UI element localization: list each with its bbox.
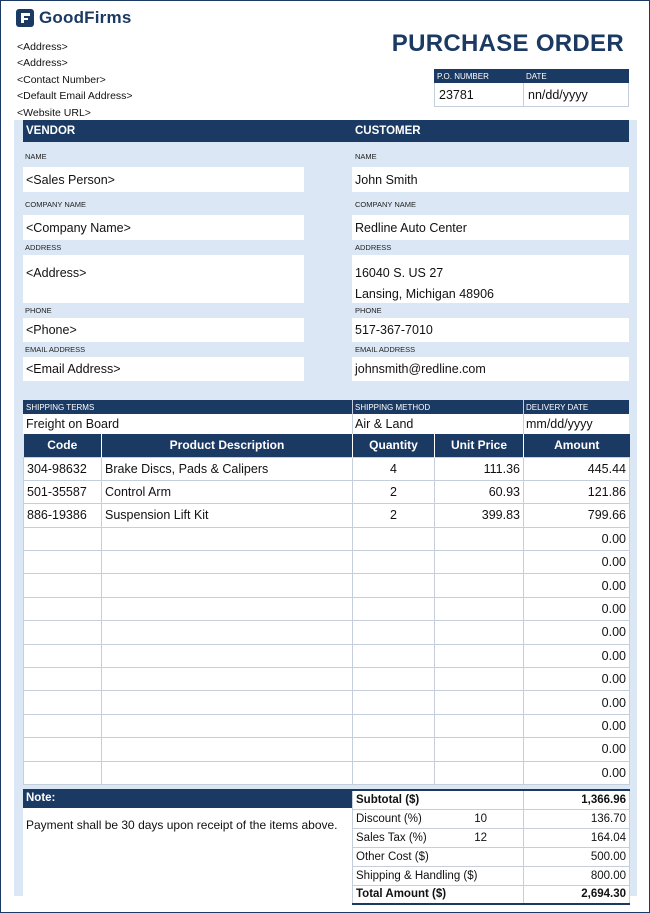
item-code-cell[interactable] [24, 621, 102, 644]
line-items-table [23, 434, 630, 785]
address-line: <Address> [17, 41, 68, 53]
item-code-cell[interactable] [24, 738, 102, 761]
item-amount-cell: 0.00 [524, 551, 630, 574]
item-code-cell[interactable] [24, 574, 102, 597]
delivery-date-label: DELIVERY DATE [526, 403, 589, 412]
table-row [24, 574, 630, 597]
po-number-label: P.O. NUMBER [437, 71, 489, 81]
item-code-cell[interactable] [24, 597, 102, 620]
item-code-cell[interactable] [24, 644, 102, 667]
po-info-box [434, 69, 629, 107]
other-cost-row [353, 847, 630, 866]
customer-phone-label: PHONE [355, 306, 382, 315]
item-quantity-cell[interactable] [353, 761, 435, 784]
item-amount-cell: 0.00 [524, 527, 630, 550]
item-amount-cell: 0.00 [524, 597, 630, 620]
item-amount-cell: 0.00 [524, 574, 630, 597]
total-amount-label: Total Amount ($) [353, 885, 524, 904]
item-unit-price-cell[interactable] [435, 761, 524, 784]
item-code-cell[interactable]: 501-35587 [24, 480, 102, 503]
item-quantity-cell[interactable] [353, 668, 435, 691]
subtotal-row [353, 790, 630, 809]
shipping-values-row [23, 414, 629, 434]
po-number-field[interactable]: 23781 [435, 83, 524, 106]
col-header-code: Code [24, 434, 102, 457]
item-code-cell[interactable] [24, 527, 102, 550]
item-amount-cell: 0.00 [524, 691, 630, 714]
shipping-handling-row [353, 866, 630, 885]
item-unit-price-cell[interactable] [435, 714, 524, 737]
vendor-name-field[interactable]: <Sales Person> [23, 167, 304, 192]
item-description-cell[interactable] [102, 738, 353, 761]
vendor-company-field[interactable]: <Company Name> [23, 215, 304, 240]
item-amount-cell: 799.66 [524, 504, 630, 527]
item-amount-cell: 0.00 [524, 761, 630, 784]
item-code-cell[interactable] [24, 668, 102, 691]
sales-tax-label: Sales Tax (%) [353, 828, 463, 847]
table-row [24, 668, 630, 691]
item-description-cell[interactable] [102, 691, 353, 714]
po-date-label: DATE [526, 71, 547, 81]
item-code-cell[interactable]: 886-19386 [24, 504, 102, 527]
item-amount-cell: 121.86 [524, 480, 630, 503]
discount-row [353, 809, 630, 828]
item-unit-price-cell[interactable] [435, 738, 524, 761]
totals-table [352, 789, 630, 905]
shipping-header-row [23, 400, 629, 414]
vendor-customer-header [23, 120, 629, 142]
customer-email-label: EMAIL ADDRESS [355, 345, 416, 354]
discount-rate-field[interactable]: 10 [463, 809, 524, 828]
customer-name-label: NAME [355, 152, 377, 161]
po-date-field[interactable]: nn/dd/yyyy [528, 87, 588, 102]
vendor-email-field[interactable]: <Email Address> [23, 357, 304, 381]
customer-address-line2: Lansing, Michigan 48906 [355, 287, 494, 301]
item-code-cell[interactable] [24, 551, 102, 574]
customer-email-field[interactable]: johnsmith@redline.com [352, 357, 629, 381]
vendor-company-label: COMPANY NAME [25, 200, 86, 209]
item-unit-price-cell[interactable] [435, 691, 524, 714]
sales-tax-rate-field[interactable]: 12 [463, 828, 524, 847]
other-cost-label: Other Cost ($) [353, 847, 524, 866]
other-cost-field[interactable]: 500.00 [524, 847, 630, 866]
item-description-cell[interactable]: Control Arm [102, 480, 353, 503]
document-title: PURCHASE ORDER [391, 30, 624, 57]
item-description-cell[interactable] [102, 527, 353, 550]
vendor-name-label: NAME [25, 152, 47, 161]
customer-phone-field[interactable]: 517-367-7010 [352, 318, 629, 342]
table-row [24, 457, 630, 480]
item-description-cell[interactable] [102, 668, 353, 691]
item-code-cell[interactable] [24, 761, 102, 784]
item-code-cell[interactable]: 304-98632 [24, 457, 102, 480]
item-description-cell[interactable]: Brake Discs, Pads & Calipers [102, 457, 353, 480]
item-description-cell[interactable] [102, 551, 353, 574]
item-unit-price-cell[interactable] [435, 527, 524, 550]
col-header-description: Product Description [102, 434, 353, 457]
table-row [24, 691, 630, 714]
item-amount-cell: 0.00 [524, 738, 630, 761]
table-row [24, 621, 630, 644]
goodfirms-logo-icon [16, 9, 34, 27]
col-header-unit-price: Unit Price [435, 434, 524, 457]
shipping-terms-field[interactable]: Freight on Board [26, 417, 120, 431]
shipping-method-field[interactable]: Air & Land [355, 417, 414, 431]
item-unit-price-cell[interactable] [435, 574, 524, 597]
po-header-row [434, 69, 629, 83]
table-row [24, 738, 630, 761]
table-row [24, 480, 630, 503]
item-unit-price-cell[interactable]: 111.36 [435, 457, 524, 480]
website-url-line: <Website URL> [17, 106, 91, 119]
customer-name-field[interactable]: John Smith [352, 167, 629, 192]
shipping-handling-label: Shipping & Handling ($) [353, 866, 524, 885]
item-amount-cell: 445.44 [524, 457, 630, 480]
contact-number-line: <Contact Number> [17, 73, 106, 86]
subtotal-value: 1,366.96 [524, 790, 630, 809]
company-address-block [17, 39, 133, 121]
item-description-cell[interactable] [102, 644, 353, 667]
item-quantity-cell[interactable] [353, 527, 435, 550]
col-header-quantity: Quantity [353, 434, 435, 457]
item-unit-price-cell[interactable] [435, 621, 524, 644]
item-code-cell[interactable] [24, 691, 102, 714]
email-address-line: <Default Email Address> [17, 90, 133, 103]
vendor-address-text: <Address> [26, 266, 87, 280]
customer-address-line1: 16040 S. US 27 [355, 266, 444, 280]
address-line: <Address> [17, 57, 68, 70]
item-amount-cell: 0.00 [524, 621, 630, 644]
table-row [24, 761, 630, 784]
note-heading: Note: [23, 789, 352, 808]
item-unit-price-cell[interactable]: 60.93 [435, 480, 524, 503]
shipping-terms-label: SHIPPING TERMS [26, 403, 95, 412]
item-amount-cell: 0.00 [524, 644, 630, 667]
total-amount-row [353, 885, 630, 904]
item-quantity-cell[interactable]: 2 [353, 504, 435, 527]
table-row [24, 504, 630, 527]
table-row [24, 714, 630, 737]
brand-name: GoodFirms [39, 8, 132, 27]
items-header-row [24, 434, 630, 457]
discount-value: 136.70 [524, 809, 630, 828]
discount-label: Discount (%) [353, 809, 463, 828]
customer-company-label: COMPANY NAME [355, 200, 416, 209]
subtotal-label: Subtotal ($) [353, 790, 524, 809]
shipping-divider [352, 400, 353, 434]
item-quantity-cell[interactable]: 2 [353, 480, 435, 503]
table-row [24, 527, 630, 550]
item-code-cell[interactable] [24, 714, 102, 737]
item-description-cell[interactable] [102, 574, 353, 597]
item-quantity-cell[interactable] [353, 738, 435, 761]
delivery-date-field[interactable]: mm/dd/yyyy [526, 417, 593, 431]
item-unit-price-cell[interactable] [435, 597, 524, 620]
vendor-address-label: ADDRESS [25, 243, 62, 252]
customer-address-label: ADDRESS [355, 243, 392, 252]
item-quantity-cell[interactable] [353, 551, 435, 574]
sales-tax-row [353, 828, 630, 847]
item-quantity-cell[interactable] [353, 597, 435, 620]
item-description-cell[interactable] [102, 621, 353, 644]
shipping-method-label: SHIPPING METHOD [355, 403, 431, 412]
note-field[interactable]: Payment shall be 30 days upon receipt of the items above. [23, 808, 352, 896]
vendor-address-field[interactable] [23, 255, 304, 303]
table-row [24, 597, 630, 620]
vendor-email-label: EMAIL ADDRESS [25, 345, 86, 354]
item-description-cell[interactable]: Suspension Lift Kit [102, 504, 353, 527]
sales-tax-value: 164.04 [524, 828, 630, 847]
item-unit-price-cell[interactable] [435, 644, 524, 667]
item-quantity-cell[interactable]: 4 [353, 457, 435, 480]
po-values-row [434, 83, 629, 107]
item-description-cell[interactable] [102, 597, 353, 620]
item-unit-price-cell[interactable] [435, 668, 524, 691]
item-amount-cell: 0.00 [524, 668, 630, 691]
shipping-handling-field[interactable]: 800.00 [524, 866, 630, 885]
vendor-phone-field[interactable]: <Phone> [23, 318, 304, 342]
item-quantity-cell[interactable] [353, 644, 435, 667]
item-description-cell[interactable] [102, 761, 353, 784]
item-quantity-cell[interactable] [353, 574, 435, 597]
shipping-divider [523, 400, 524, 434]
item-amount-cell: 0.00 [524, 714, 630, 737]
vendor-heading: VENDOR [26, 125, 76, 137]
total-amount-value: 2,694.30 [524, 885, 630, 904]
customer-company-field[interactable]: Redline Auto Center [352, 215, 629, 240]
customer-address-field[interactable] [352, 255, 629, 303]
item-unit-price-cell[interactable]: 399.83 [435, 504, 524, 527]
vendor-phone-label: PHONE [25, 306, 52, 315]
item-description-cell[interactable] [102, 714, 353, 737]
item-unit-price-cell[interactable] [435, 551, 524, 574]
col-header-amount: Amount [524, 434, 630, 457]
table-row [24, 644, 630, 667]
table-row [24, 551, 630, 574]
customer-heading: CUSTOMER [355, 125, 421, 137]
item-quantity-cell[interactable] [353, 691, 435, 714]
brand-logo [16, 8, 131, 28]
item-quantity-cell[interactable] [353, 621, 435, 644]
item-quantity-cell[interactable] [353, 714, 435, 737]
